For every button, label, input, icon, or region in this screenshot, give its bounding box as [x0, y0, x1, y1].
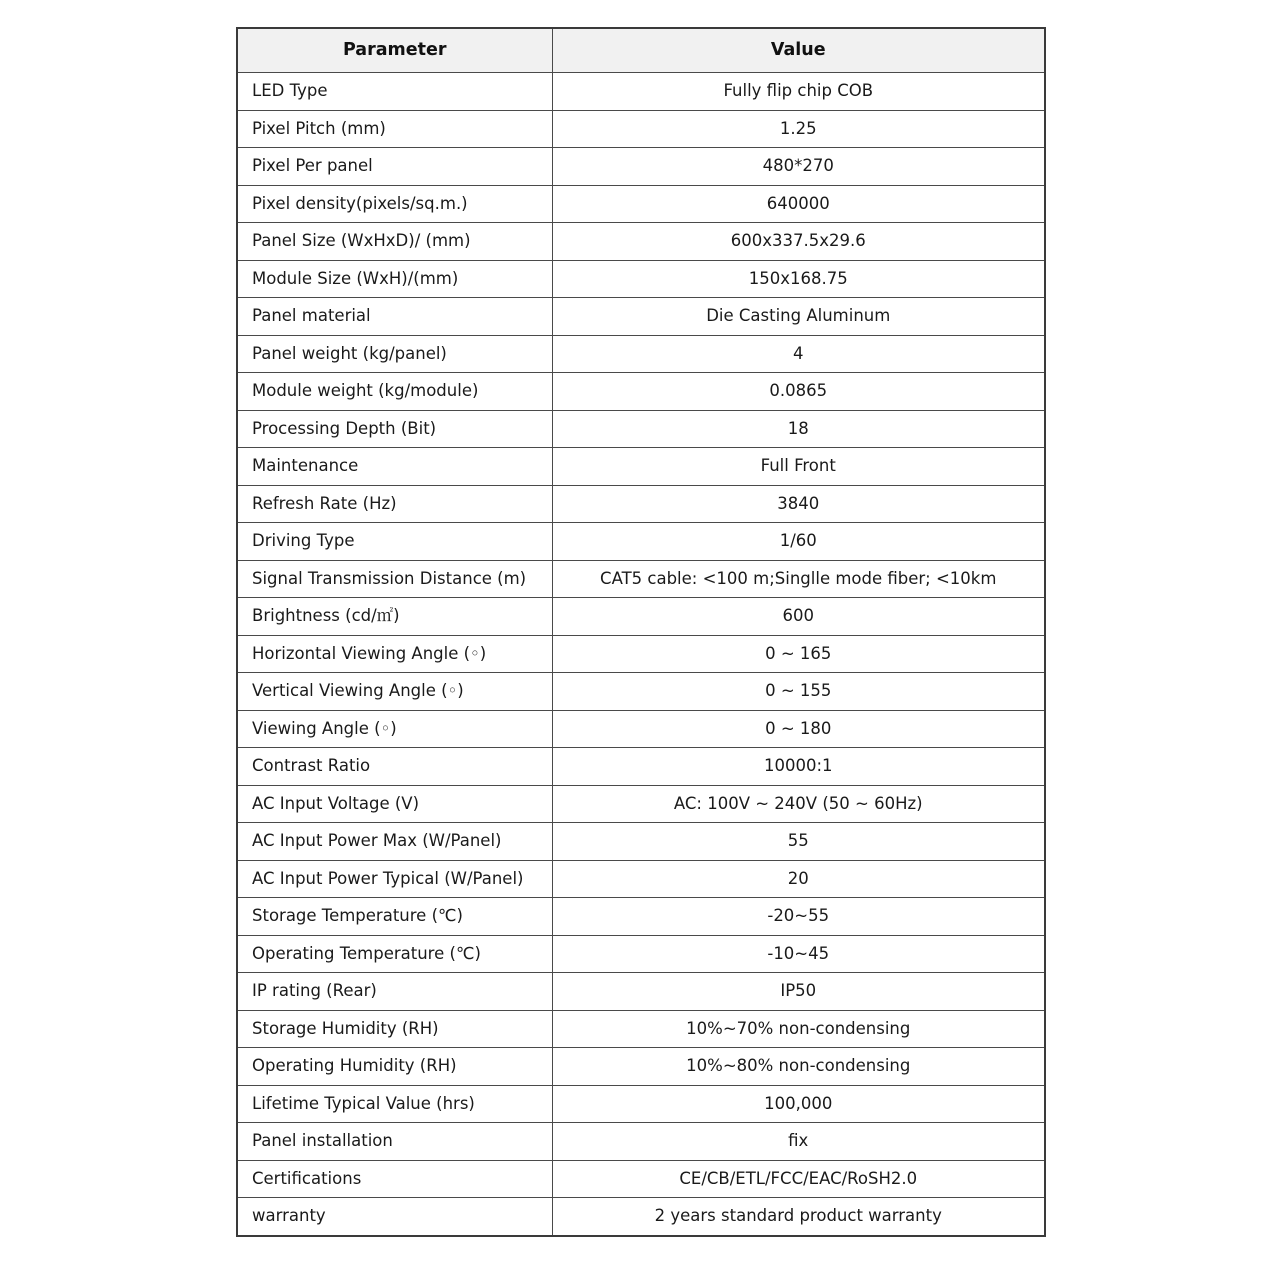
table-row: [237, 823, 1045, 861]
table-row: [237, 598, 1045, 636]
table-row: [237, 1010, 1045, 1048]
parameter-cell: Driving Type: [237, 523, 552, 561]
parameter-cell: Viewing Angle (◦): [237, 710, 552, 748]
spec-table: [236, 27, 1046, 1237]
parameter-cell: Vertical Viewing Angle (◦): [237, 673, 552, 711]
parameter-cell: Pixel Pitch (mm): [237, 110, 552, 148]
table-row: [237, 448, 1045, 486]
table-row: [237, 785, 1045, 823]
value-cell: Fully flip chip COB: [552, 73, 1045, 111]
parameter-cell: Operating Humidity (RH): [237, 1048, 552, 1086]
parameter-cell: AC Input Power Max (W/Panel): [237, 823, 552, 861]
value-cell: 480*270: [552, 148, 1045, 186]
header-parameter: Parameter: [237, 28, 552, 73]
parameter-cell: Signal Transmission Distance (m): [237, 560, 552, 598]
parameter-cell: Storage Temperature (℃): [237, 898, 552, 936]
value-cell: fix: [552, 1123, 1045, 1161]
table-row: [237, 185, 1045, 223]
parameter-cell: Storage Humidity (RH): [237, 1010, 552, 1048]
table-row: [237, 335, 1045, 373]
value-cell: 0 ~ 155: [552, 673, 1045, 711]
table-row: [237, 935, 1045, 973]
parameter-cell: Brightness (cd/㎡): [237, 598, 552, 636]
table-row: [237, 673, 1045, 711]
table-row: [237, 748, 1045, 786]
table-row: [237, 260, 1045, 298]
table-row: [237, 710, 1045, 748]
table-row: [237, 410, 1045, 448]
value-cell: 600: [552, 598, 1045, 636]
value-cell: 2 years standard product warranty: [552, 1198, 1045, 1236]
value-cell: 10%~70% non-condensing: [552, 1010, 1045, 1048]
parameter-cell: Panel Size (WxHxD)/ (mm): [237, 223, 552, 261]
table-row: [237, 1198, 1045, 1236]
table-row: [237, 1160, 1045, 1198]
parameter-cell: AC Input Power Typical (W/Panel): [237, 860, 552, 898]
parameter-cell: Module Size (WxH)/(mm): [237, 260, 552, 298]
table-row: [237, 1123, 1045, 1161]
parameter-cell: Processing Depth (Bit): [237, 410, 552, 448]
parameter-cell: Panel material: [237, 298, 552, 336]
parameter-cell: Lifetime Typical Value (hrs): [237, 1085, 552, 1123]
table-row: [237, 860, 1045, 898]
table-row: [237, 523, 1045, 561]
table-row: [237, 1048, 1045, 1086]
table-row: [237, 373, 1045, 411]
value-cell: AC: 100V ~ 240V (50 ~ 60Hz): [552, 785, 1045, 823]
value-cell: 600x337.5x29.6: [552, 223, 1045, 261]
parameter-cell: Refresh Rate (Hz): [237, 485, 552, 523]
table-row: [237, 560, 1045, 598]
table-row: [237, 148, 1045, 186]
value-cell: 20: [552, 860, 1045, 898]
value-cell: 640000: [552, 185, 1045, 223]
parameter-cell: Pixel Per panel: [237, 148, 552, 186]
parameter-cell: Panel weight (kg/panel): [237, 335, 552, 373]
value-cell: 18: [552, 410, 1045, 448]
value-cell: CE/CB/ETL/FCC/EAC/RoSH2.0: [552, 1160, 1045, 1198]
value-cell: 10000:1: [552, 748, 1045, 786]
value-cell: 0 ~ 165: [552, 635, 1045, 673]
table-row: [237, 298, 1045, 336]
parameter-cell: Horizontal Viewing Angle (◦): [237, 635, 552, 673]
value-cell: 55: [552, 823, 1045, 861]
parameter-cell: Pixel density(pixels/sq.m.): [237, 185, 552, 223]
table-row: [237, 223, 1045, 261]
value-cell: Die Casting Aluminum: [552, 298, 1045, 336]
table-row: [237, 110, 1045, 148]
value-cell: 1/60: [552, 523, 1045, 561]
parameter-cell: Module weight (kg/module): [237, 373, 552, 411]
value-cell: -20~55: [552, 898, 1045, 936]
table-body: [237, 73, 1045, 1236]
value-cell: 4: [552, 335, 1045, 373]
value-cell: CAT5 cable: <100 m;Singlle mode fiber; <10km: [552, 560, 1045, 598]
table-row: [237, 73, 1045, 111]
parameter-cell: Certifications: [237, 1160, 552, 1198]
parameter-cell: warranty: [237, 1198, 552, 1236]
table-row: [237, 1085, 1045, 1123]
header-value: Value: [552, 28, 1045, 73]
value-cell: 100,000: [552, 1085, 1045, 1123]
table-row: [237, 485, 1045, 523]
value-cell: 3840: [552, 485, 1045, 523]
table-row: [237, 973, 1045, 1011]
value-cell: IP50: [552, 973, 1045, 1011]
parameter-cell: IP rating (Rear): [237, 973, 552, 1011]
value-cell: -10~45: [552, 935, 1045, 973]
parameter-cell: Panel installation: [237, 1123, 552, 1161]
parameter-cell: Contrast Ratio: [237, 748, 552, 786]
value-cell: 0 ~ 180: [552, 710, 1045, 748]
table-row: [237, 635, 1045, 673]
table-header-row: [237, 28, 1045, 73]
table-row: [237, 898, 1045, 936]
parameter-cell: AC Input Voltage (V): [237, 785, 552, 823]
value-cell: 1.25: [552, 110, 1045, 148]
value-cell: 0.0865: [552, 373, 1045, 411]
value-cell: 150x168.75: [552, 260, 1045, 298]
value-cell: Full Front: [552, 448, 1045, 486]
value-cell: 10%~80% non-condensing: [552, 1048, 1045, 1086]
parameter-cell: LED Type: [237, 73, 552, 111]
parameter-cell: Operating Temperature (℃): [237, 935, 552, 973]
parameter-cell: Maintenance: [237, 448, 552, 486]
